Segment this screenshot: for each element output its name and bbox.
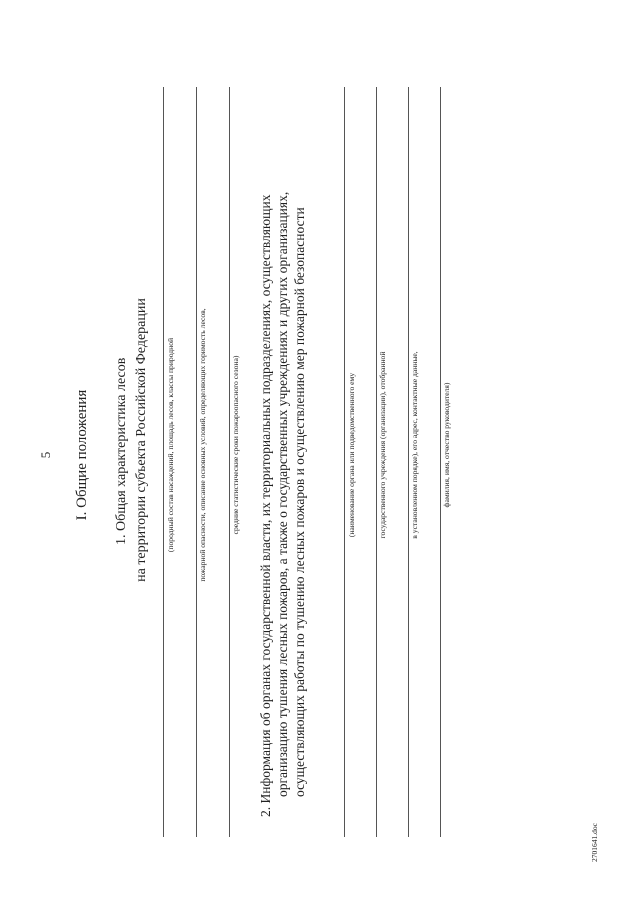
subsection-2-line-3: осуществляющих работы по тушению лесных пожаров и осуществлению мер пожарной безопасности: [292, 207, 307, 797]
subsection-1-title-line-2: на территории субъекта Российской Федерации: [134, 298, 149, 582]
caption-2-3: в установленном порядке), его адрес, контактные данные,: [410, 351, 419, 539]
caption-2-4: фамилия, имя, отчество руководителя): [442, 382, 451, 508]
subsection-2-line-1: 2. Информация об органах государственной власти, их территориальных подразделениях, осуществляющих: [258, 194, 273, 817]
footer-filename: 2701641.doc: [590, 823, 599, 862]
blank-line-1: [163, 87, 164, 837]
caption-1-3: средние статистические сроки пожароопасного сезона): [231, 355, 240, 535]
page-number: 5: [38, 451, 53, 459]
blank-line-5: [376, 87, 377, 837]
caption-2-1: (наименование органа или подведомственного ему: [347, 372, 356, 538]
caption-1-1: (породный состав насаждений, площадь лесов, классы природной: [166, 337, 175, 553]
section-title: I. Общие положения: [74, 389, 90, 521]
subsection-1-title-line-1: 1. Общая характеристика лесов: [114, 357, 129, 545]
caption-1-2: пожарной опасности, описание основных условий, определяющих горимость лесов,: [198, 308, 207, 582]
blank-line-4: [344, 87, 345, 837]
subsection-2-line-2: организацию тушения лесных пожаров, а также о государственных учреждениях и других организациях,: [275, 191, 290, 797]
blank-line-3: [229, 87, 230, 837]
blank-line-2: [196, 87, 197, 837]
blank-line-6: [408, 87, 409, 837]
caption-2-2: государственного учреждения (организации), отобранной: [378, 351, 387, 539]
blank-line-7: [440, 87, 441, 837]
